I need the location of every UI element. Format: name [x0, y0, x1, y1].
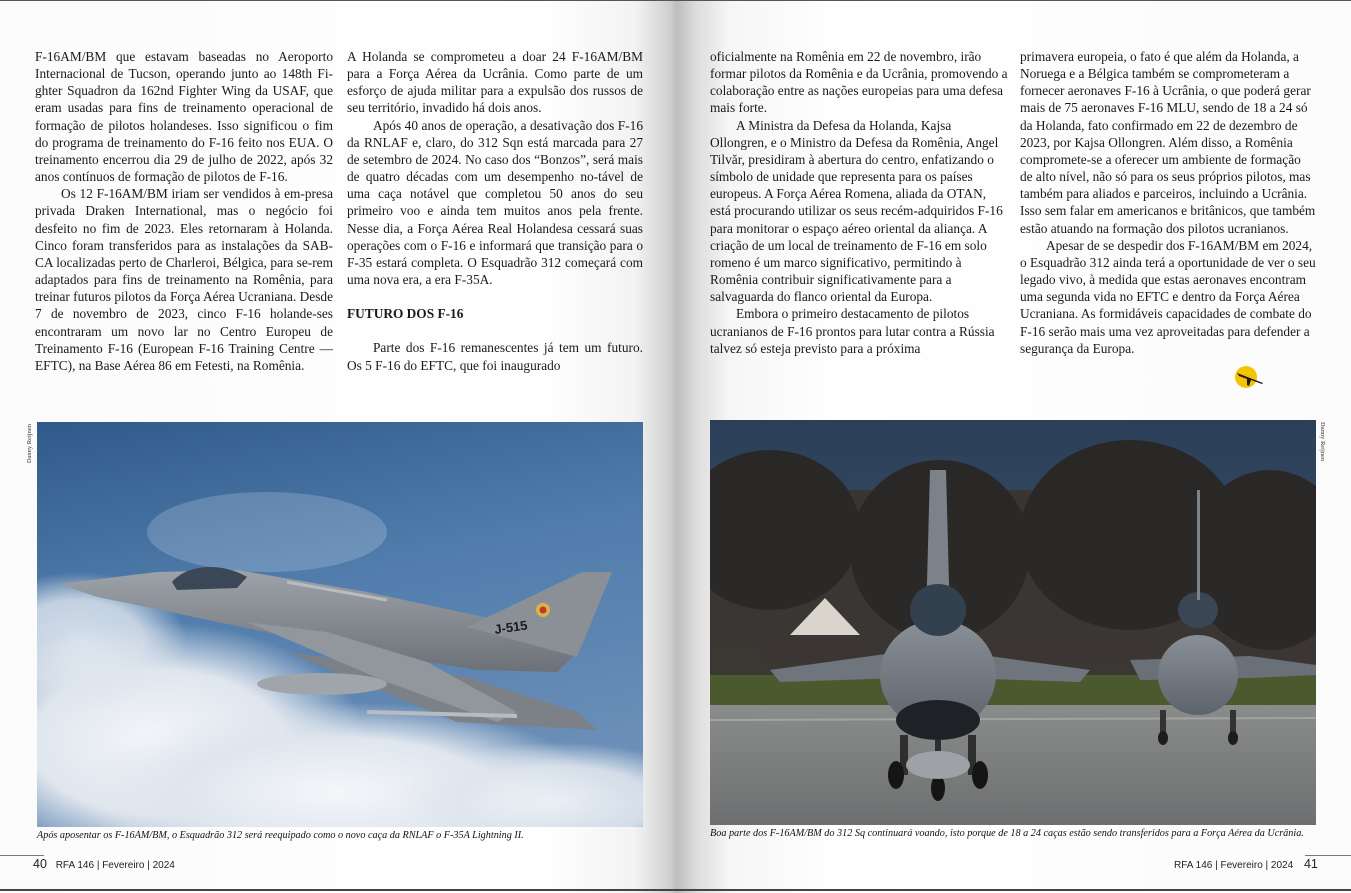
paragraph: oficialmente na Romênia em 22 de novembro, irão formar pilotos da Romênia e da Ucrânia, promovendo a colaboração entre as nações europeias para uma defesa mais forte.: [710, 49, 1008, 116]
photo-caption: Boa parte dos F-16AM/BM do 312 Sq continuará voando, isto porque de 18 a 24 caças estão sendo transferidos para a Força Aérea da Ucrânia.: [710, 828, 1304, 839]
top-border: [0, 0, 1351, 1]
text-column-1: [35, 48, 333, 374]
paragraph: A Holanda se comprometeu a doar 24 F-16AM/BM para a Força Aérea da Ucrânia. Como parte de um esforço de ajuda militar para a expulsão dos russos de seu território, invadido há dois anos.: [347, 49, 643, 116]
publication-info: RFA 146 | Fevereiro | 2024: [1174, 860, 1294, 871]
paragraph: F-16AM/BM que estavam baseadas no Aeroporto Internacional de Tucson, operando junto ao 148th Fi-ghter Squadron da 162nd Fighter Wing da USAF, que eram usadas para fins de treinamento operacional de formação de pilotos holandeses. Isso significou o fim do programa de treinamento do F-16 feito nos EUA. O treinamento encerrou dia 29 de julho de 2022, após 32 anos contínuos de formação de pilotos de F-16.: [35, 49, 333, 185]
paragraph: Os 12 F-16AM/BM iriam ser vendidos à em-presa privada Draken International, mas o negócio foi desfeito no fim de 2023. Eles retornaram à Holanda. Cinco foram transferidos para as instalações da SAB-CA localizadas perto de Charleroi, Bélgica, para se-rem adaptados para fins de treinamento na Romênia, para treinar futuros pilotos da Força Aérea Ucraniana. Desde 7 de novembro de 2023, cinco F-16 holande-ses encontraram um novo lar no Centro Europeu de Treinamento F-16 (European F-16 Training Centre — EFTC), na Base Aérea 86 em Fetesti, na Romênia.: [35, 186, 333, 373]
aircraft-silhouette-icon: [1234, 364, 1266, 395]
footer-rule: [0, 855, 44, 856]
photo-f16-on-taxiway: [710, 420, 1316, 825]
publication-info: RFA 146 | Fevereiro | 2024: [55, 860, 175, 871]
text-column-4: [1020, 48, 1316, 357]
bottom-border: [0, 889, 1351, 891]
text-column-3: [710, 48, 1008, 357]
page-footer-left: [33, 857, 175, 871]
photo-caption: Após aposentar os F-16AM/BM, o Esquadrão 312 será reequipado como o novo caça da RNLAF o F-35A Lightning II.: [37, 830, 524, 841]
paragraph: A Ministra da Defesa da Holanda, Kajsa Ollongren, e o Ministro da Defesa da Romênia, Angel Tilvăr, presidiram à abertura do centro, enfatizando o símbolo de unidade que representa para os países europeus. A Força Aérea Romena, aliada da OTAN, está procurando utilizar os seus recém-adquiridos F-16 para monitorar o espaço aéreo oriental da aliança. A criação de um local de treinamento de F-16 em solo romeno é um marco significativo, permitindo à Romênia contribuir significativamente para a salvaguarda do flanco oriental da Europa.: [710, 117, 1003, 305]
photo-f16-in-flight: [37, 422, 643, 827]
paragraph: Após 40 anos de operação, a desativação dos F-16 da RNLAF e, claro, do 312 Sqn está marcada para 27 de setembro de 2024. No caso dos “Bonzos”, será mais de quatro décadas com um desempenho no-tável de uma caça notável que completou 50 anos do seu primeiro voo e ainda tem muitos anos pela frente. Nesse dia, a Força Aérea Real Holandesa cessará suas operações com o F-16 e informará que transição para o F-35 estará completa. O Esquadrão 312 começará com uma nova era, a era F-35A.: [347, 117, 643, 288]
text-column-2: [347, 48, 643, 374]
paragraph: Parte dos F-16 remanescentes já tem um futuro. Os 5 F-16 do EFTC, que foi inaugurado: [347, 340, 643, 373]
tail-code: J-515: [493, 617, 529, 637]
paragraph: Apesar de se despedir dos F-16AM/BM em 2024, o Esquadrão 312 ainda terá a oportunidade de ver o seu legado vivo, à medida que estas aeronaves encontram uma segunda vida no EFTC e dentro da Força Aérea Ucraniana. As formidáveis capacidades de combate do F-16 serão mais uma vez aproveitadas para defender a segurança da Europa.: [1020, 237, 1316, 356]
page-number: 41: [1303, 857, 1318, 871]
page-number: 40: [33, 857, 47, 871]
footer-rule: [1305, 855, 1351, 856]
paragraph: Embora o primeiro destacamento de pilotos ucranianos de F-16 prontos para lutar contra a Rússia talvez só esteja previsto para a próxima: [710, 306, 995, 356]
photo-credit: Danny Reijnen: [26, 424, 33, 464]
photo-credit: Danny Reijnen: [1319, 422, 1326, 462]
section-heading: FUTURO DOS F-16: [347, 306, 464, 322]
page-footer-right: [1174, 857, 1318, 871]
paragraph: primavera europeia, o fato é que além da Holanda, a Noruega e a Bélgica também se comprometeram a fornecer aeronaves F-16 à Ucrânia, o que poderá gerar mais de 75 aeronaves F-16 MLU, sendo de 18 a 24 só da Holanda, fato confirmado em 22 de dezembro de 2023, por Kajsa Ollongren. Além disso, a Romênia compromete-se a oferecer um ambiente de formação de alto nível, não só para os seus próprios pilotos, mas também para aliados e parceiros, incluindo a Ucrânia. Isso sem falar em americanos e britânicos, que também estão atuando na formação dos pilotos ucranianos.: [1020, 49, 1316, 236]
